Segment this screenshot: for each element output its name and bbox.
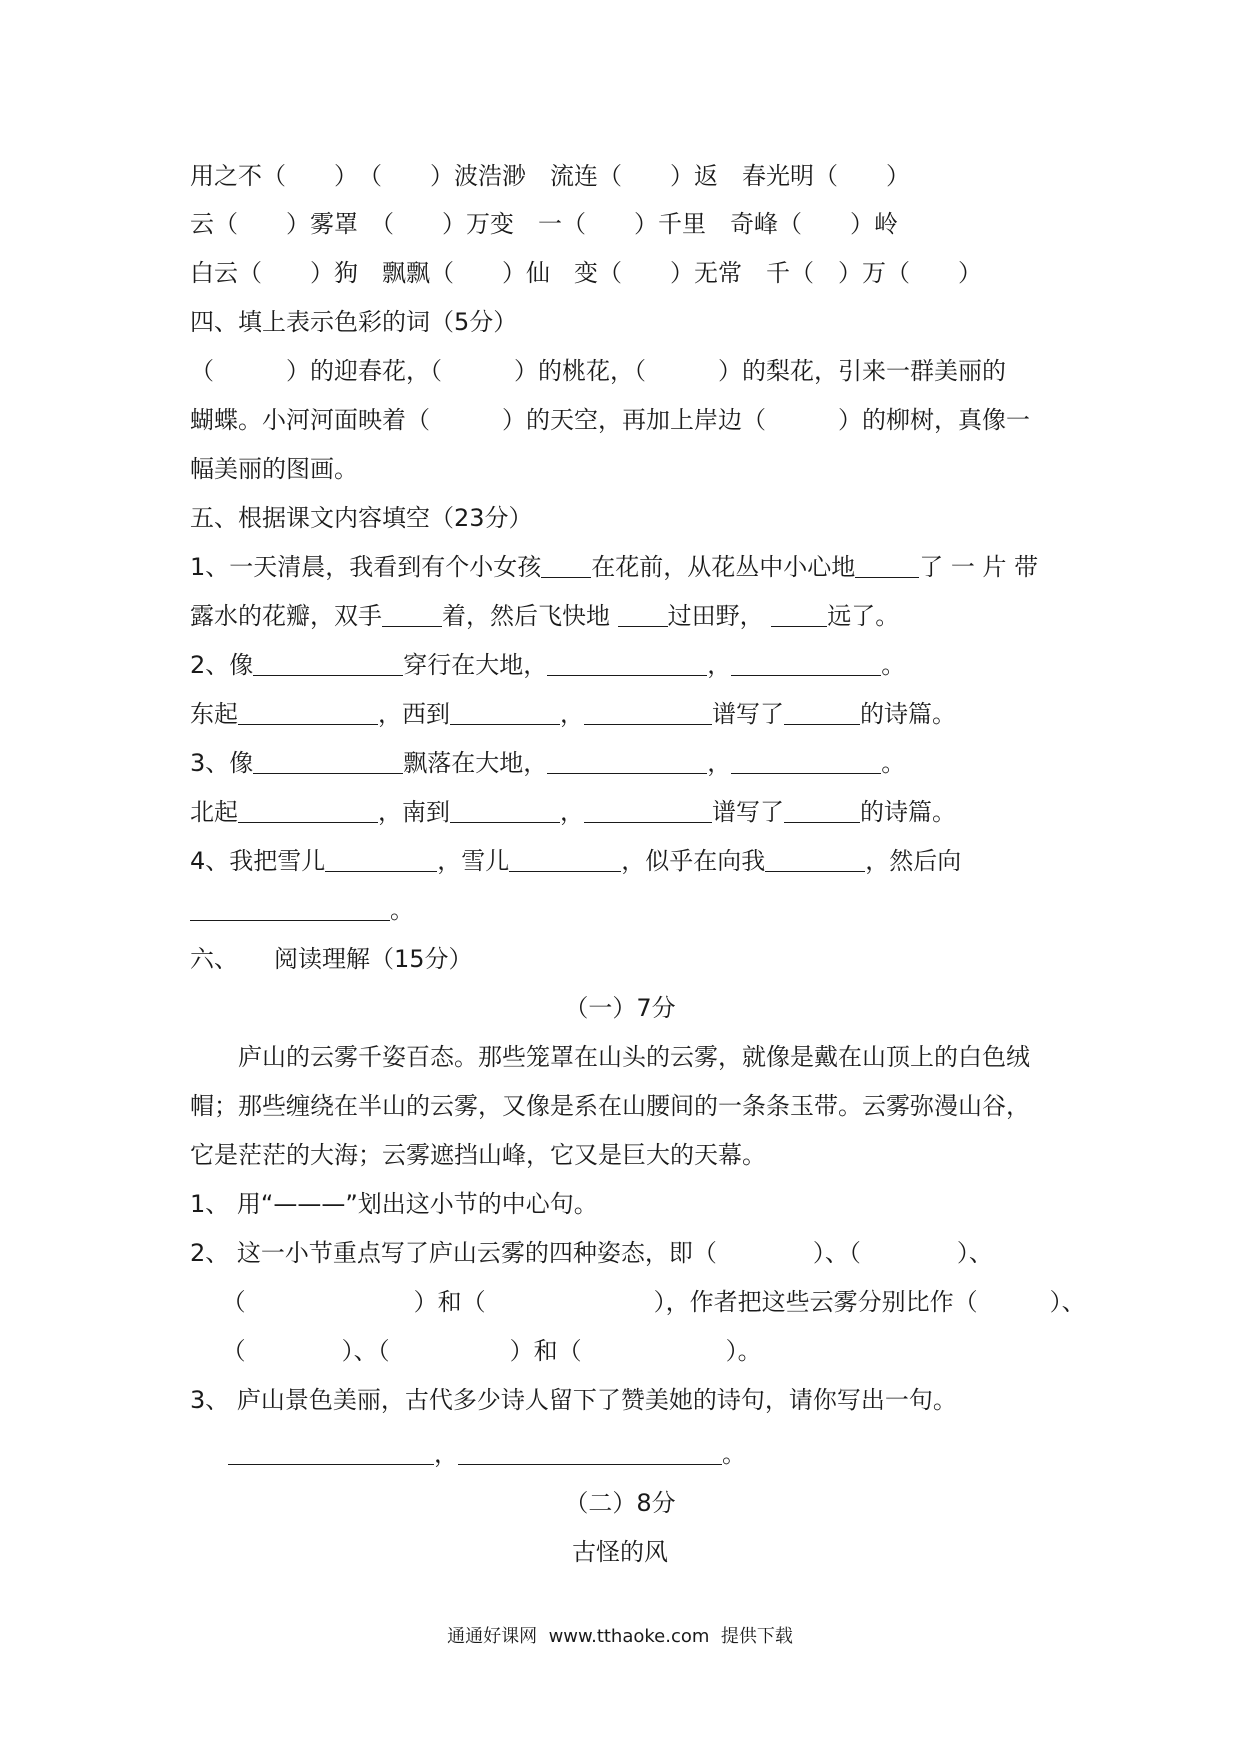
- blank: [547, 651, 707, 676]
- blank: [253, 749, 403, 774]
- blank: [450, 700, 560, 725]
- blank: [584, 798, 712, 823]
- color-words-line-3: 幅美丽的图画。: [190, 455, 358, 483]
- fill-q1-line-1: 1、一天清晨，我看到有个小女孩 在花前，从花丛中小心地 了 一 片 带: [190, 553, 1039, 581]
- blank: [325, 847, 437, 872]
- passage-line-3: 它是茫茫的大海；云雾遮挡山峰，它又是巨大的天幕。: [190, 1141, 766, 1169]
- idiom-line-2: 云（ ）雾罩 （ ）万变 一（ ）千里 奇峰（ ）岭: [190, 210, 898, 238]
- blank: [771, 602, 827, 627]
- blank: [547, 749, 707, 774]
- blank: [458, 1440, 722, 1465]
- blank: [855, 553, 919, 578]
- section-5-heading: 五、根据课文内容填空（23分）: [190, 504, 533, 532]
- reading-q3: 3、 庐山景色美丽，古代多少诗人留下了赞美她的诗句，请你写出一句。: [190, 1386, 957, 1414]
- color-words-line-1: （ ）的迎春花，（ ）的桃花，（ ）的梨花，引来一群美丽的: [190, 357, 1006, 385]
- fill-q2-line-1: 2、像 穿行在大地， ， 。: [190, 651, 906, 679]
- blank: [253, 651, 403, 676]
- fill-q3-line-2: 北起 ，南到 ， 谱写了 的诗篇。: [190, 798, 956, 826]
- blank: [228, 1440, 434, 1465]
- passage-2-title: 古怪的风: [572, 1538, 668, 1566]
- blank: [541, 553, 591, 578]
- passage-line-1: 庐山的云雾千姿百态。那些笼罩在山头的云雾，就像是戴在山顶上的白色绒: [190, 1043, 1030, 1071]
- fill-q1-line-2: 露水的花瓣，双手 着，然后飞快地 过田野， 远了。: [190, 602, 900, 630]
- color-words-line-2: 蝴蝶。小河河面映着（ ）的天空，再加上岸边（ ）的柳树，真像一: [190, 406, 1030, 434]
- blank: [382, 602, 442, 627]
- section-6-heading: 六、 阅读理解（15分）: [190, 945, 473, 973]
- blank: [584, 700, 712, 725]
- fill-q3-line-1: 3、像 飘落在大地， ， 。: [190, 749, 906, 777]
- blank: [509, 847, 621, 872]
- reading-q1: 1、 用“———”划出这小节的中心句。: [190, 1190, 598, 1218]
- fill-q2-line-2: 东起 ，西到 ， 谱写了 的诗篇。: [190, 700, 956, 728]
- blank: [765, 847, 865, 872]
- blank: [238, 798, 378, 823]
- passage-line-2: 帽；那些缠绕在半山的云雾，又像是系在山腰间的一条条玉带。云雾弥漫山谷，: [190, 1092, 1030, 1120]
- blank: [238, 700, 378, 725]
- blank: [450, 798, 560, 823]
- idiom-line-1: 用之不（ ） （ ）波浩渺 流连（ ）返 春光明（ ）: [190, 162, 910, 190]
- reading-part-2-title: （二）8分: [564, 1489, 676, 1517]
- fill-q4-line-2: 。: [190, 893, 414, 927]
- blank: [784, 700, 860, 725]
- fill-q4-line-1: 4、我把雪儿 ，雪儿 ，似乎在向我 ，然后向: [190, 847, 962, 875]
- blank: [618, 602, 668, 627]
- reading-part-1-title: （一）7分: [564, 994, 676, 1022]
- idiom-line-3: 白云（ ）狗 飘飘（ ）仙 变（ ）无常 千（ ）万（ ）: [190, 259, 982, 287]
- section-4-heading: 四、填上表示色彩的词（5分）: [190, 308, 518, 336]
- reading-q2-line-3: （ ）、（ ）和（ ）。: [190, 1337, 762, 1365]
- reading-q2-line-1: 2、 这一小节重点写了庐山云雾的四种姿态，即（ ）、（ ）、: [190, 1239, 993, 1267]
- blank: [731, 651, 881, 676]
- blank: [731, 749, 881, 774]
- blank: [784, 798, 860, 823]
- footer-credit: 通通好课网 www.tthaoke.com 提供下载: [447, 1626, 793, 1647]
- blank: [190, 896, 390, 921]
- reading-q2-line-2: （ ）和（ ），作者把这些云雾分别比作（ ）、: [190, 1288, 1086, 1316]
- reading-q3-answer-line: ， 。: [228, 1437, 746, 1471]
